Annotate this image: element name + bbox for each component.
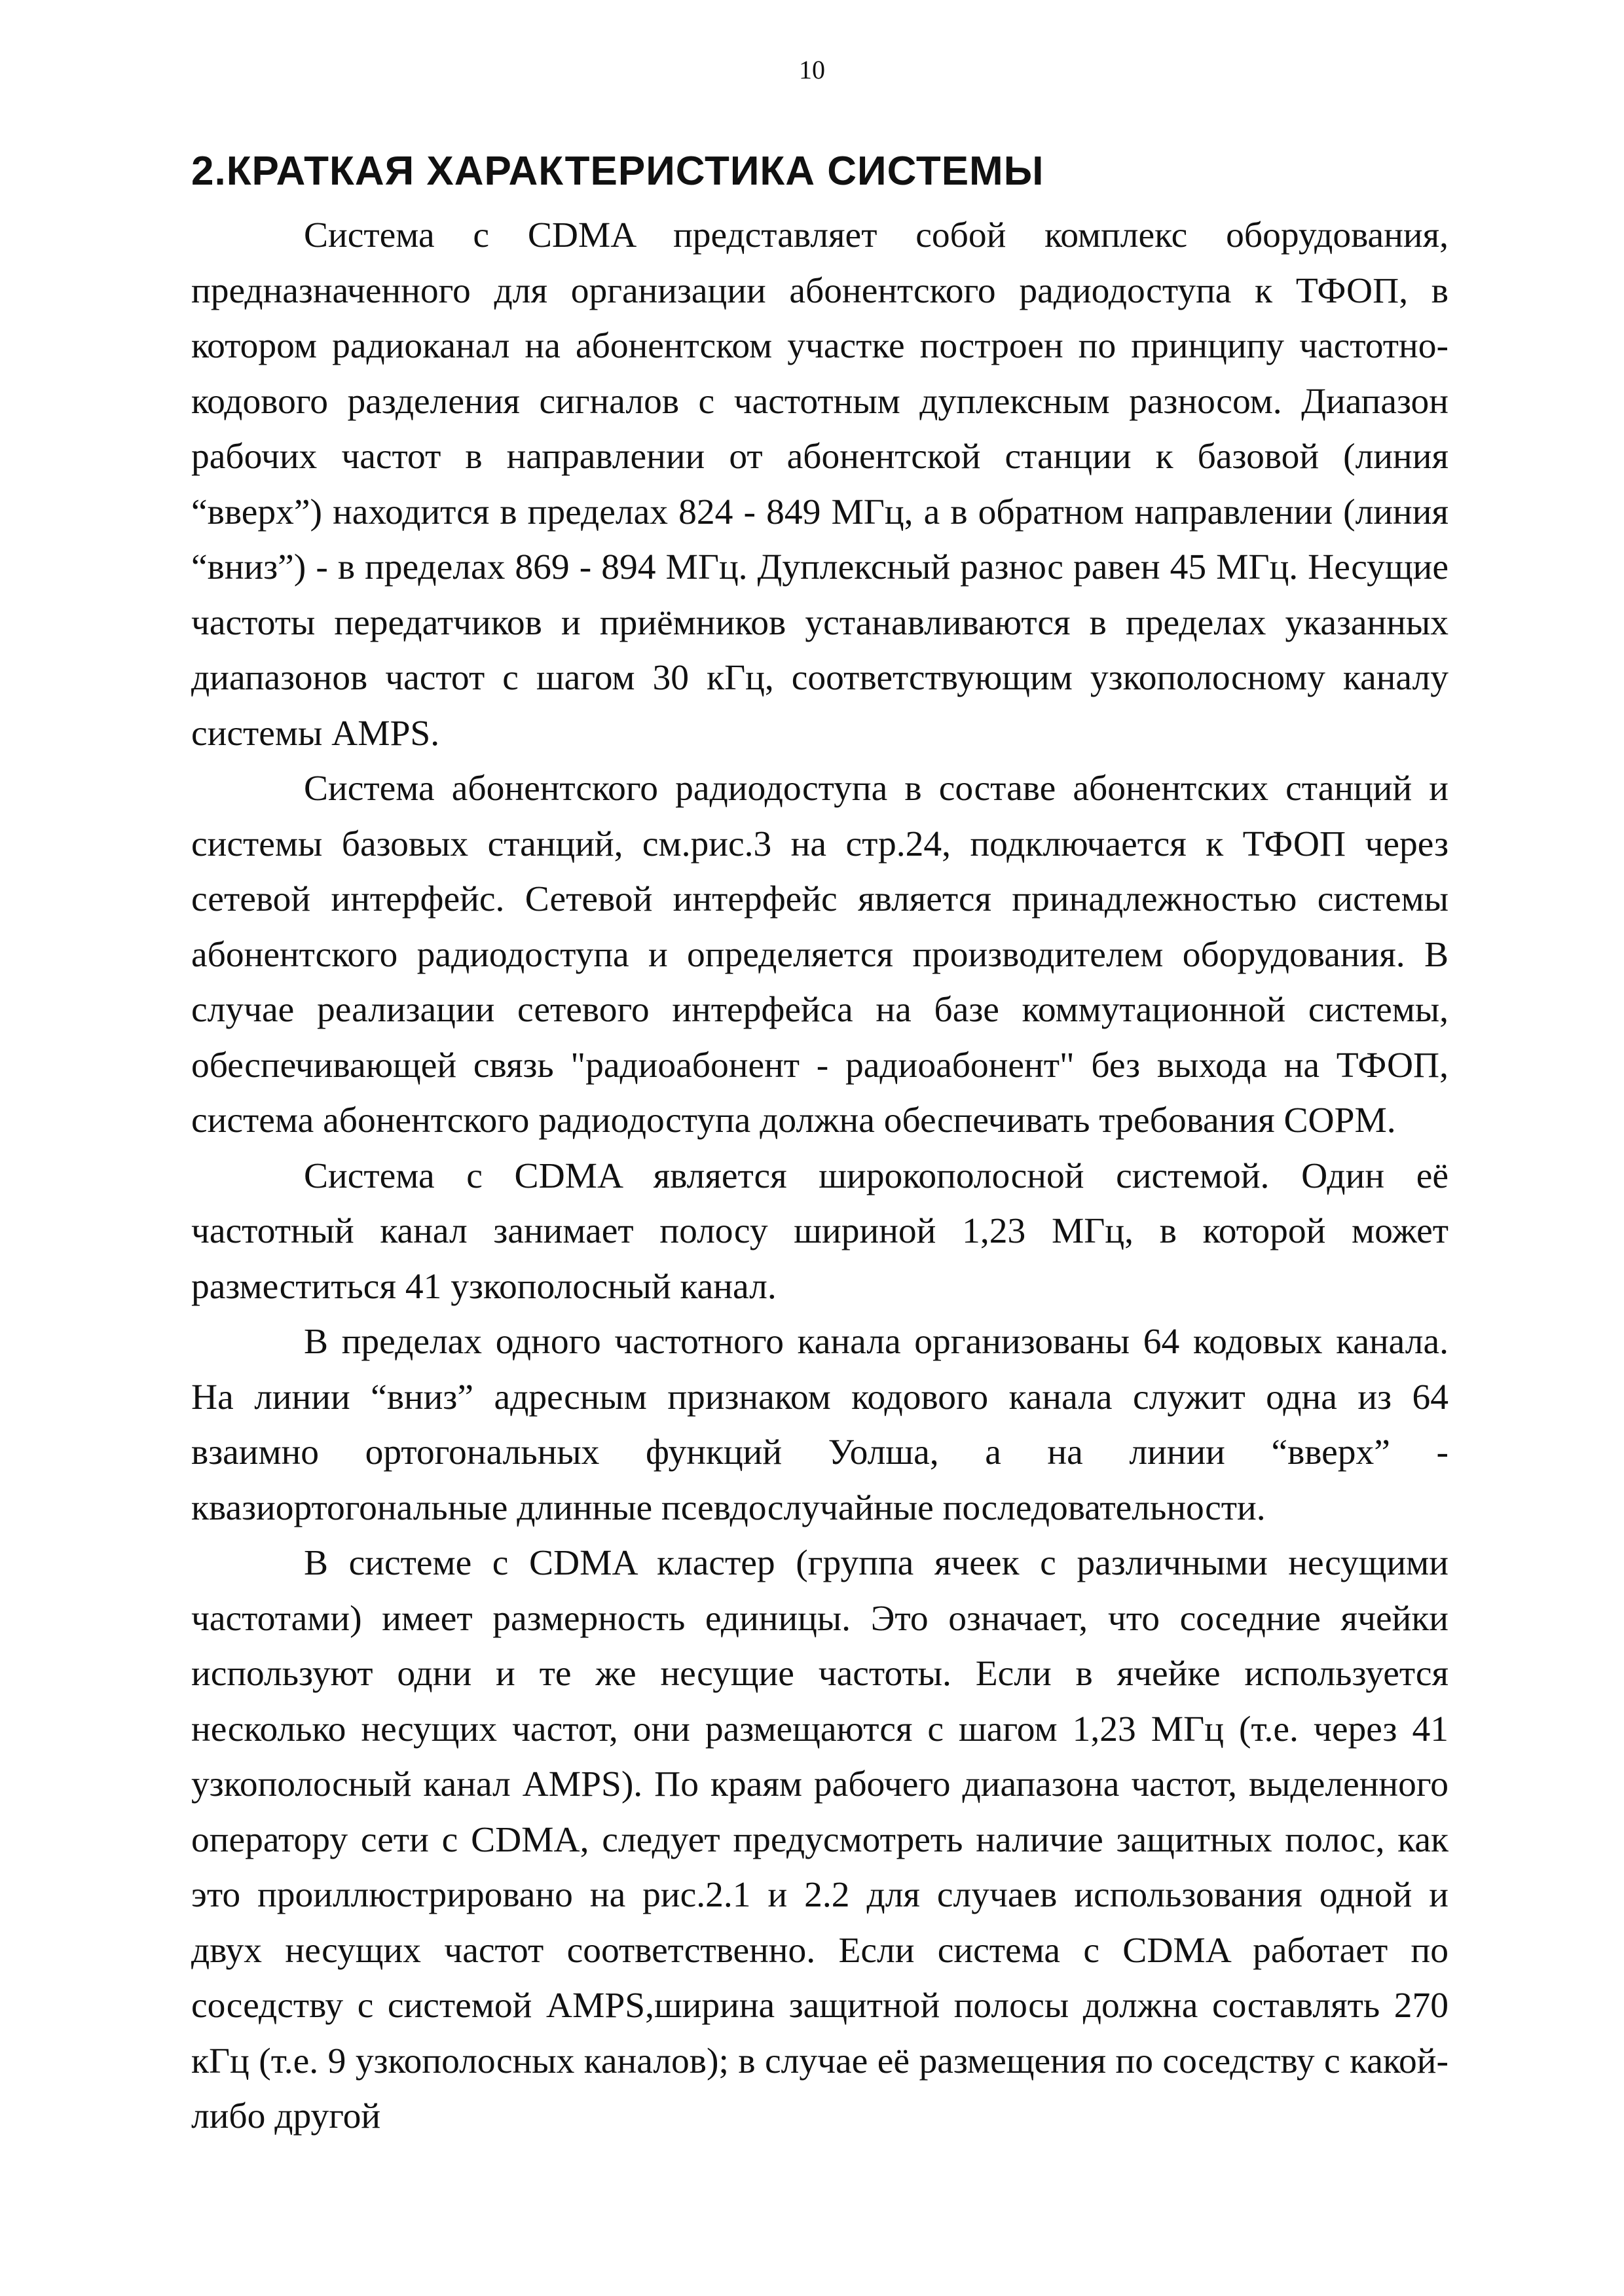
body-text — [191, 208, 1449, 2145]
paragraph-3: Система с CDMA является широкополосной системой. Один её частотный канал занимает полосу шириной 1,23 МГц, в которой может разместиться 41 узкополосный канал. — [191, 1156, 1449, 1307]
paragraph-1: Система с CDMA представляет собой комплекс оборудования, предназначенного для организации абонентского радиодоступа к ТФОП, в котором радиоканал на абонентском участке построен по принципу частотно-кодового разделения сигналов с частотным дуплексным разносом. Диапазон рабочих частот в направлении от абонентской станции к базовой (линия “вверх”) находится в пределах 824 - 849 МГц, а в обратном направлении (линия “вниз”) - в пределах 869 - 894 МГц. Дуплексный разнос равен 45 МГц. Несущие частоты передатчиков и приёмников устанавливаются в пределах указанных диапазонов частот с шагом 30 кГц, соответствующим узкополосному каналу системы AMPS. — [191, 215, 1449, 754]
section-heading: 2.КРАТКАЯ ХАРАКТЕРИСТИКА СИСТЕМЫ — [191, 149, 1044, 194]
paragraph-2: Система абонентского радиодоступа в составе абонентских станций и системы базовых станций, см.рис.3 на стр.24, подключается к ТФОП через сетевой интерфейс. Сетевой интерфейс является принадлежностью системы абонентского радиодоступа и определяется производителем оборудования. В случае реализации сетевого интерфейса на базе коммутационной системы, обеспечивающей связь "радиоабонент - радиоабонент" без выхода на ТФОП, система абонентского радиодоступа должна обеспечивать требования СОРМ. — [191, 769, 1449, 1140]
page-number: 10 — [799, 55, 825, 84]
paragraph-5: В системе с CDMA кластер (группа ячеек с различными несущими частотами) имеет размерность единицы. Это означает, что соседние ячейки используют одни и те же несущие частоты. Если в ячейке используется несколько несущих частот, они размещаются с шагом 1,23 МГц (т.е. через 41 узкополосный канал AMPS). По краям рабочего диапазона частот, выделенного оператору сети с CDMA, следует предусмотреть наличие защитных полос, как это проиллюстрировано на рис.2.1 и 2.2 для случаев использования одной и двух несущих частот соответственно. Если система с CDMA работает по соседству с системой AMPS,ширина защитной полосы должна составлять 270 кГц (т.е. 9 узкополосных каналов); в случае её размещения по соседству с какой-либо другой — [191, 1543, 1449, 2136]
paragraph-4: В пределах одного частотного канала организованы 64 кодовых канала. На линии “вниз” адресным признаком кодового канала служит одна из 64 взаимно ортогональных функций Уолша, а на линии “вверх” - квазиортогональные длинные псевдослучайные последовательности. — [191, 1322, 1449, 1528]
